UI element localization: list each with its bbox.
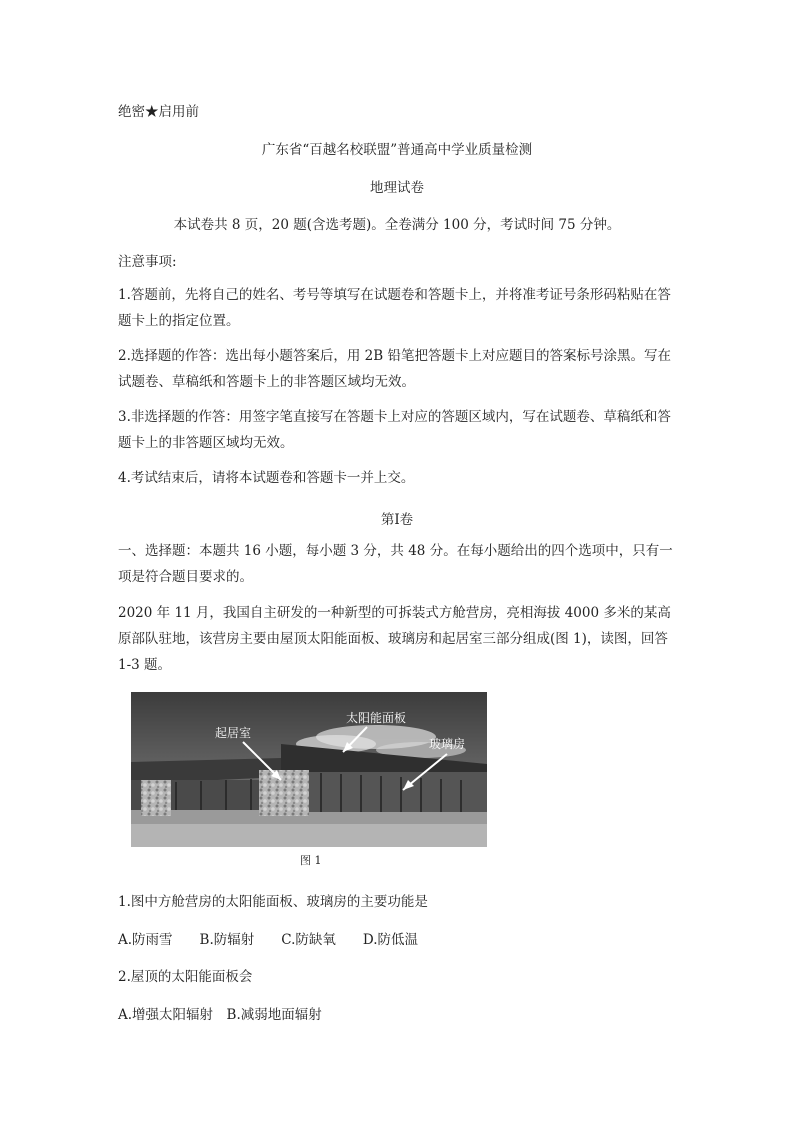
barracks-photo — [131, 692, 487, 847]
question-2-options: A.增强太阳辐射 B.减弱地面辐射 — [118, 1007, 322, 1023]
notice-item-3: 3.非选择题的作答：用签字笔直接写在答题卡上对应的答题区域内，写在试题卷、草稿纸和答题卡上的非答题区域均无效。 — [118, 409, 671, 451]
notice-item-4: 4.考试结束后，请将本试题卷和答题卡一并上交。 — [118, 470, 415, 486]
confidential-mark: 绝密★启用前 — [118, 104, 199, 120]
subject-title: 地理试卷 — [370, 180, 424, 196]
section-title: 第Ⅰ卷 — [380, 512, 414, 528]
exam-summary: 本试卷共 8 页，20 题(含选考题)。全卷满分 100 分，考试时间 75 分钟。 — [173, 217, 621, 233]
question-1-options: A.防雨雪 B.防辐射 C.防缺氧 D.防低温 — [118, 932, 419, 948]
barracks-illustration — [131, 692, 487, 847]
question-2-stem: 2.屋顶的太阳能面板会 — [118, 969, 253, 985]
section-instruction: 一、选择题：本题共 16 小题，每小题 3 分，共 48 分。在每小题给出的四个选项中，只有一项是符合题目要求的。 — [118, 543, 673, 585]
question-1-stem: 1.图中方舱营房的太阳能面板、玻璃房的主要功能是 — [118, 894, 428, 910]
notice-item-2: 2.选择题的作答：选出每小题答案后，用 2B 铅笔把答题卡上对应题目的答案标号涂黑。写在试题卷、草稿纸和答题卡上的非答题区域均无效。 — [118, 348, 671, 390]
label-glass-room: 玻璃房 — [429, 737, 466, 751]
figure-caption: 图 1 — [300, 854, 322, 867]
label-living-room: 起居室 — [215, 726, 252, 740]
question-passage: 2020 年 11 月，我国自主研发的一种新型的可拆装式方舱营房，亮相海拔 4000 多米的某高原部队驻地，该营房主要由屋顶太阳能面板、玻璃房和起居室三部分组成(图 1)，读图，回答 1-3 题。 — [118, 605, 671, 673]
notice-item-1: 1.答题前，先将自己的姓名、考号等填写在试题卷和答题卡上，并将准考证号条形码粘贴在答题卡上的指定位置。 — [118, 287, 671, 329]
label-solar-panel: 太阳能面板 — [346, 711, 407, 725]
notice-heading: 注意事项: — [118, 254, 177, 270]
exam-title: 广东省“百越名校联盟”普通高中学业质量检测 — [261, 142, 533, 158]
